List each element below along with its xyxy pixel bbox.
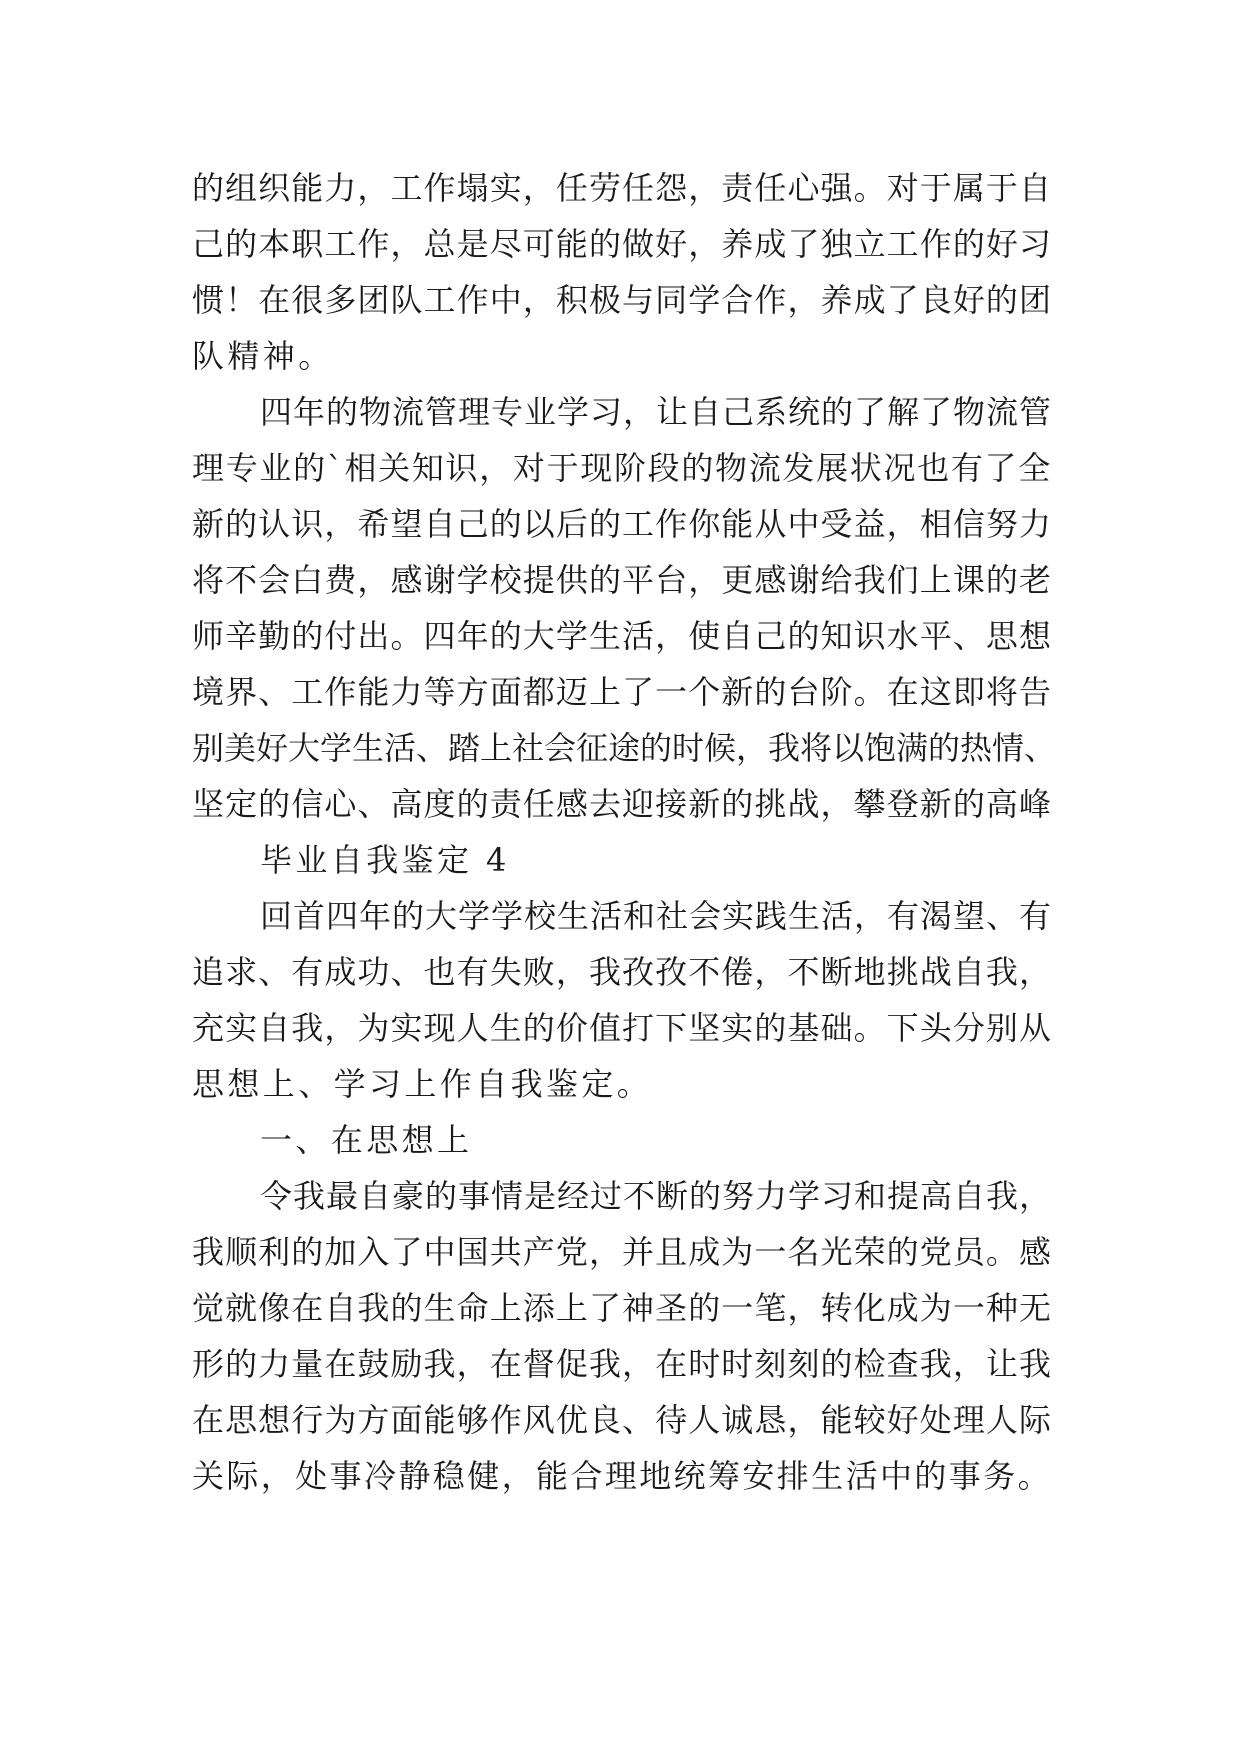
text-line: 队精神。 bbox=[192, 337, 334, 375]
text-line: 令我最自豪的事情是经过不断的努力学习和提高自我， bbox=[260, 1177, 1053, 1215]
document-body bbox=[192, 160, 1057, 1504]
text-line: 思想上、学习上作自我鉴定。 bbox=[192, 1065, 653, 1103]
text-line: 的组织能力，工作塌实，任劳任怨，责任心强。对于属于自 bbox=[192, 169, 1053, 207]
text-line: 将不会白费，感谢学校提供的平台，更感谢给我们上课的老 bbox=[192, 561, 1053, 599]
text-line: 我顺利的加入了中国共产党，并且成为一名光荣的党员。感 bbox=[192, 1233, 1053, 1271]
text-line: 在思想行为方面能够作风优良、待人诚恳，能较好处理人际 bbox=[192, 1401, 1053, 1439]
text-line: 回首四年的大学学校生活和社会实践生活，有渴望、有 bbox=[260, 897, 1053, 935]
text-line: 别美好大学生活、踏上社会征途的时候，我将以饱满的热情、 bbox=[192, 729, 1057, 767]
text-line: 追求、有成功、也有失败，我孜孜不倦，不断地挑战自我， bbox=[192, 953, 1053, 991]
paragraph-ideology bbox=[192, 1168, 1052, 1504]
text-line: 己的本职工作，总是尽可能的做好，养成了独立工作的好习 bbox=[192, 225, 1053, 263]
text-line: 师辛勤的付出。四年的大学生活，使自己的知识水平、思想 bbox=[192, 617, 1053, 655]
text-line: 坚定的信心、高度的责任感去迎接新的挑战，攀登新的高峰 bbox=[192, 785, 1053, 823]
paragraph-reflection bbox=[192, 888, 1052, 1112]
paragraph-work-habits bbox=[192, 160, 1052, 384]
text-line: 惯！在很多团队工作中，积极与同学合作，养成了良好的团 bbox=[192, 281, 1053, 319]
text-line: 关际，处事冷静稳健，能合理地统筹安排生活中的事务。 bbox=[192, 1457, 1053, 1495]
text-line: 理专业的`相关知识，对于现阶段的物流发展状况也有了全 bbox=[192, 449, 1052, 487]
paragraph-logistics-study bbox=[192, 384, 1057, 832]
text-line: 觉就像在自我的生命上添上了神圣的一笔，转化成为一种无 bbox=[192, 1289, 1053, 1327]
section-heading-self-evaluation-4: 毕业自我鉴定 4 bbox=[260, 841, 510, 879]
text-line: 新的认识，希望自己的以后的工作你能从中受益，相信努力 bbox=[192, 505, 1053, 543]
subheading-ideology: 一、在思想上 bbox=[260, 1121, 473, 1159]
text-line: 四年的物流管理专业学习，让自己系统的了解了物流管 bbox=[260, 393, 1053, 431]
text-line: 形的力量在鼓励我，在督促我，在时时刻刻的检查我，让我 bbox=[192, 1345, 1053, 1383]
text-line: 境界、工作能力等方面都迈上了一个新的台阶。在这即将告 bbox=[192, 673, 1053, 711]
text-line: 充实自我，为实现人生的价值打下坚实的基础。下头分别从 bbox=[192, 1009, 1053, 1047]
